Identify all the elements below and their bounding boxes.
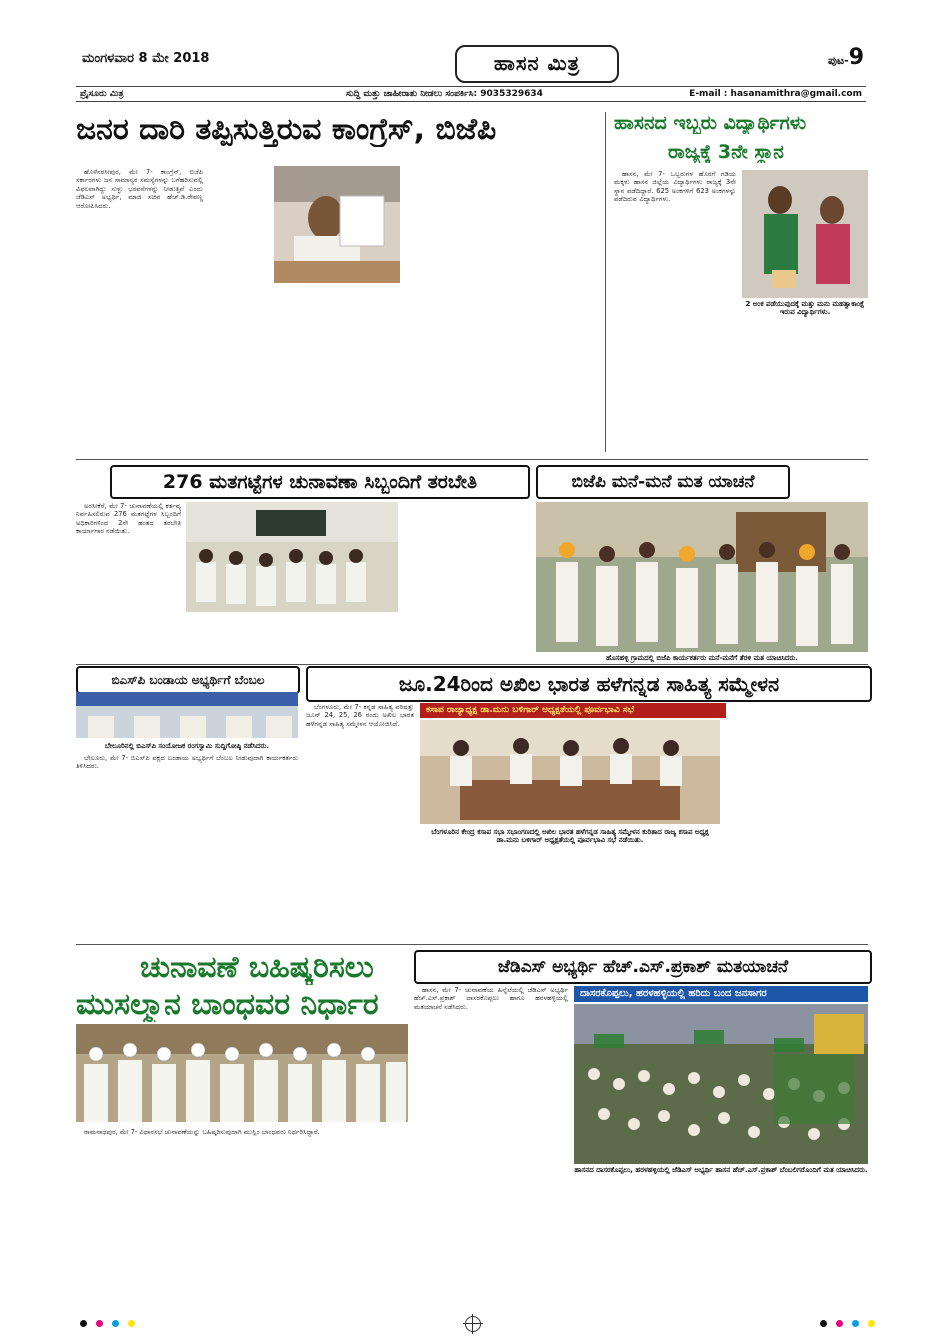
caption-bsp: ಬೇಲೂರಿನಲ್ಲಿ ಬಿಎಸ್‌ಪಿ ಸಂಯೋಜಕ ರಂಗಸ್ವಾಮಿ ಸುದ್ದಿಗೋಷ್ಠಿ ನಡೆಸಿದರು. — [104, 742, 270, 750]
article-congress-bjp-lead: ಹೊಳೆನರಸೀಪುರ, ಮೇ 7- ಕಾಂಗ್ರೆಸ್, ಬಿಜೆಪಿ ಸರ್ಕಾರಗಳು ಜನ ಸಾಮಾನ್ಯರ ಸಮಸ್ಯೆಗಳನ್ನು ಬಗೆಹರಿಸುವಲ್ಲಿ ವಿಫಲವಾಗಿದ್ದು ಸುಳ್ಳು ಭರವಸೆಗಳನ್ನು ನೀಡುತ್ತಿವೆ ಎಂದು ಜೆಡಿಎಸ್ ಅಭ್ಯರ್ಥಿ, ಮಾಜಿ ಸಚಿವ ಹೆಚ್.ಡಿ.ರೇವಣ್ಣ ಆರೋಪಿಸಿದರು. — [76, 168, 203, 210]
cyan-dot — [852, 1320, 859, 1327]
headline-boycott-line1: ಚುನಾವಣೆ ಬಹಿಷ್ಕರಿಸಲು — [140, 950, 374, 985]
prakash-bluebar: ದಾಸರಕೊಪ್ಪಲು, ಹರಳಹಳ್ಳಿಯಲ್ಲಿ ಹರಿದು ಬಂದ ಜನಸಾಗರ — [574, 986, 868, 1002]
cyan-dot — [112, 1320, 119, 1327]
black-dot — [820, 1320, 827, 1327]
issue-date: ಮಂಗಳವಾರ 8 ಮೇ 2018 — [82, 51, 210, 66]
page-number-block — [828, 45, 864, 70]
photo-prakash-rally — [574, 1004, 868, 1164]
section-rule — [76, 459, 868, 460]
photo-sahitya — [420, 720, 720, 824]
article-prakash-lead: ಹಾಸನ, ಮೇ 7- ಚುನಾವಣೆಯ ಹಿನ್ನೆಲೆಯಲ್ಲಿ ಜೆಡಿಎಸ್ ಅಭ್ಯರ್ಥಿ ಹೆಚ್.ಎಸ್.ಪ್ರಕಾಶ್ ದಾಸರಕೊಪ್ಪಲು ಹಾಗೂ ಹರಳಹಳ್ಳಿಯಲ್ಲಿ ಮತಯಾಚನೆ ನಡೆಸಿದರು. — [414, 986, 568, 1011]
article-students-lead: ಹಾಸನ, ಮೇ 7- ಒಬ್ಬರುಗಳ ಹೊರಗೆ ಗಡಿಯ ಮಕ್ಕಳು ಹಾಸನ ಜಿಲ್ಲೆಯ ವಿದ್ಯಾರ್ಥಿಗಳು ರಾಜ್ಯಕ್ಕೆ 3ನೇ ಸ್ಥಾನ ಪಡೆದಿದ್ದಾರೆ. 625 ಅಂಕಗಳಿಗೆ 623 ಅಂಕಗಳನ್ನು ಪಡೆದಿರುವ ವಿದ್ಯಾರ್ಥಿಗಳು. — [614, 170, 736, 204]
strip-left: ಪ್ರೈಸೂರು ಮಿತ್ರ — [80, 89, 124, 99]
article-sahitya-lead: ಬೆಂಗಳೂರು, ಮೇ 7- ಕನ್ನಡ ಸಾಹಿತ್ಯ ಪರಿಷತ್ತು ಜೂನ್ 24, 25, 26 ರಂದು ಅಖಿಲ ಭಾರತ ಹಳೆಗನ್ನಡ ಸಾಹಿತ್ಯ ಸಮ್ಮೇಳನ ಆಯೋಜಿಸಿದೆ. — [306, 703, 414, 728]
magenta-dot — [836, 1320, 843, 1327]
registration-mark — [465, 1316, 481, 1332]
color-dots-left — [80, 1320, 135, 1327]
caption-prakash: ಹಾಸನದ ದಾಸರಕೊಪ್ಪಲು, ಹರಳಹಳ್ಳಿಯಲ್ಲಿ ಜೆಡಿಎಸ್ ಅಭ್ಯರ್ಥಿ ಹಾಸನ ಹೆಚ್.ಎಸ್.ಪ್ರಕಾಶ್ ಬೆಂಬಲಿಗರೊಂದಿಗೆ ಮತ ಯಾಚಿಸಿದರು. — [574, 1166, 868, 1174]
headline-congress-bjp: ಜನರ ದಾರಿ ತಪ್ಪಿಸುತ್ತಿರುವ ಕಾಂಗ್ರೆಸ್, ಬಿಜೆಪಿ — [76, 112, 497, 147]
article-boycott-col1 — [76, 1128, 408, 1298]
page-label: ಪುಟ- — [827, 54, 849, 67]
article-prakash-col1 — [414, 986, 568, 1186]
caption-sahitya: ಬೆಂಗಳೂರಿನ ಕೇಂದ್ರ ಕಸಾಪ ಸಭಾ ಸಭಾಂಗಣದಲ್ಲಿ ಅಖಿಲ ಭಾರತ ಹಳೆಗನ್ನಡ ಸಾಹಿತ್ಯ ಸಮ್ಮೇಳನ ಕುರಿತಾದ ರಾಜ್ಯ ಕಸಾಪ ಅಧ್ಯಕ್ಷ ಡಾ.ಮನು ಬಳಿಗಾರ್ ಅಧ್ಯಕ್ಷತೆಯಲ್ಲಿ ಪೂರ್ವಭಾವಿ ಸಭೆ ನಡೆಯಿತು. — [431, 828, 709, 844]
caption-bjp-door: ಹೊಸಹಳ್ಳಿ ಗ್ರಾಮದಲ್ಲಿ ಬಿಜೆಪಿ ಕಾರ್ಯಕರ್ತರು ಮನೆ-ಮನೆಗೆ ತೆರಳಿ ಮತ ಯಾಚಿಸಿದರು. — [606, 654, 798, 662]
article-bsp-lead: ಬೇಲೂರು, ಮೇ 7- ಬಿಎಸ್‌ಪಿ ಪಕ್ಷದ ಬಂಡಾಯ ಅಭ್ಯರ್ಥಿಗೆ ಬೆಂಬಲ ನೀಡುವುದಾಗಿ ಕಾರ್ಯಕರ್ತರು ತಿಳಿಸಿದರು. — [76, 754, 298, 771]
page-number: 9 — [848, 45, 864, 70]
photo-students — [742, 170, 868, 298]
caption-students: 2 ಅಂಕ ಪಡೆಯುವುದಕ್ಕೆ ಮತ್ತು ಮನು ಮಹತ್ವಾಕಾಂಕ್ಷೆ ಇರುವ ವಿದ್ಯಾರ್ಥಿಗಳು. — [745, 300, 865, 316]
strip-contact: ಸುದ್ದಿ ಮತ್ತು ಜಾಹೀರಾತು ನೀಡಲು ಸಂಪರ್ಕಿಸಿ: 9035329634 — [346, 89, 543, 99]
article-bsp-col1 — [76, 754, 298, 939]
color-dots-right — [820, 1320, 875, 1327]
photo-training — [186, 502, 398, 612]
yellow-dot — [868, 1320, 875, 1327]
headline-students-line1: ಹಾಸನದ ಇಬ್ಬರು ವಿದ್ಯಾರ್ಥಿಗಳು — [614, 112, 807, 134]
headline-students-line2: ರಾಜ್ಯಕ್ಕೆ 3ನೇ ಸ್ಥಾನ — [668, 141, 784, 163]
contact-strip — [76, 86, 866, 102]
headline-prakash: ಜೆಡಿಎಸ್ ಅಭ್ಯರ್ಥಿ ಹೆಚ್.ಎಸ್.ಪ್ರಕಾಶ್ ಮತಯಾಚನೆ — [414, 950, 872, 984]
article-training-lead: ಅರಸೀಕೆರೆ, ಮೇ 7- ಚುನಾವಣೆಯಲ್ಲಿ ಕರ್ತವ್ಯ ನಿರ್ವಹಿಸಲಿರುವ 276 ಮತಗಟ್ಟೆಗಳ ಸಿಬ್ಬಂದಿಗೆ ಅಧಿಕಾರಿಗಳಿಂದ 2ನೇ ಹಂತದ ತರಬೇತಿ ಕಾರ್ಯಾಗಾರ ನಡೆಯಿತು. — [76, 502, 181, 536]
headline-training: 276 ಮತಗಟ್ಟೆಗಳ ಚುನಾವಣಾ ಸಿಬ್ಬಂದಿಗೆ ತರಬೇತಿ — [110, 465, 530, 499]
article-training-col1 — [76, 502, 181, 657]
section-rule — [76, 664, 868, 665]
photo-bjp-door — [536, 502, 868, 652]
photo-boycott — [76, 1024, 408, 1122]
headline-bsp: ಬಿಎಸ್‌ಪಿ ಬಂಡಾಯ ಅಭ್ಯರ್ಥಿಗೆ ಬೆಂಬಲ — [76, 666, 300, 694]
headline-boycott-line2: ಮುಸಲ್ಮಾನ ಬಾಂಧವರ ನಿರ್ಧಾರ — [76, 987, 379, 1022]
headline-bjp-door: ಬಿಜೆಪಿ ಮನೆ-ಮನೆ ಮತ ಯಾಚನೆ — [536, 465, 790, 499]
photo-revanna — [274, 166, 400, 283]
magenta-dot — [96, 1320, 103, 1327]
column-rule — [605, 112, 606, 452]
article-sahitya-col1 — [306, 703, 414, 840]
strip-email: E-mail : hasanamithra@gmail.com — [689, 89, 862, 99]
paper-name: ಹಾಸನ ಮಿತ್ರ — [455, 45, 619, 83]
photo-bsp — [76, 692, 298, 738]
yellow-dot — [128, 1320, 135, 1327]
section-rule — [76, 944, 868, 945]
article-students-col1 — [614, 170, 736, 450]
black-dot — [80, 1320, 87, 1327]
sahitya-redbar: ಕಸಾಪ ರಾಜ್ಯಾಧ್ಯಕ್ಷ ಡಾ.ಮನು ಬಳಿಗಾರ್ ಅಧ್ಯಕ್ಷತೆಯಲ್ಲಿ ಪೂರ್ವಭಾವಿ ಸಭೆ — [420, 703, 726, 718]
masthead — [60, 45, 868, 81]
article-boycott-lead: ರಾಮನಾಥಪುರ, ಮೇ 7- ವಿಧಾನಸಭೆ ಚುನಾವಣೆಯನ್ನು ಬಹಿಷ್ಕರಿಸುವುದಾಗಿ ಮುಸ್ಲಿಂ ಬಾಂಧವರು ನಿರ್ಧರಿಸಿದ್ದಾರೆ. — [84, 1128, 320, 1136]
headline-sahitya: ಜೂ.24ರಿಂದ ಅಖಿಲ ಭಾರತ ಹಳೆಗನ್ನಡ ಸಾಹಿತ್ಯ ಸಮ್ಮೇಳನ — [306, 666, 872, 702]
article-congress-bjp-col1 — [76, 168, 203, 453]
